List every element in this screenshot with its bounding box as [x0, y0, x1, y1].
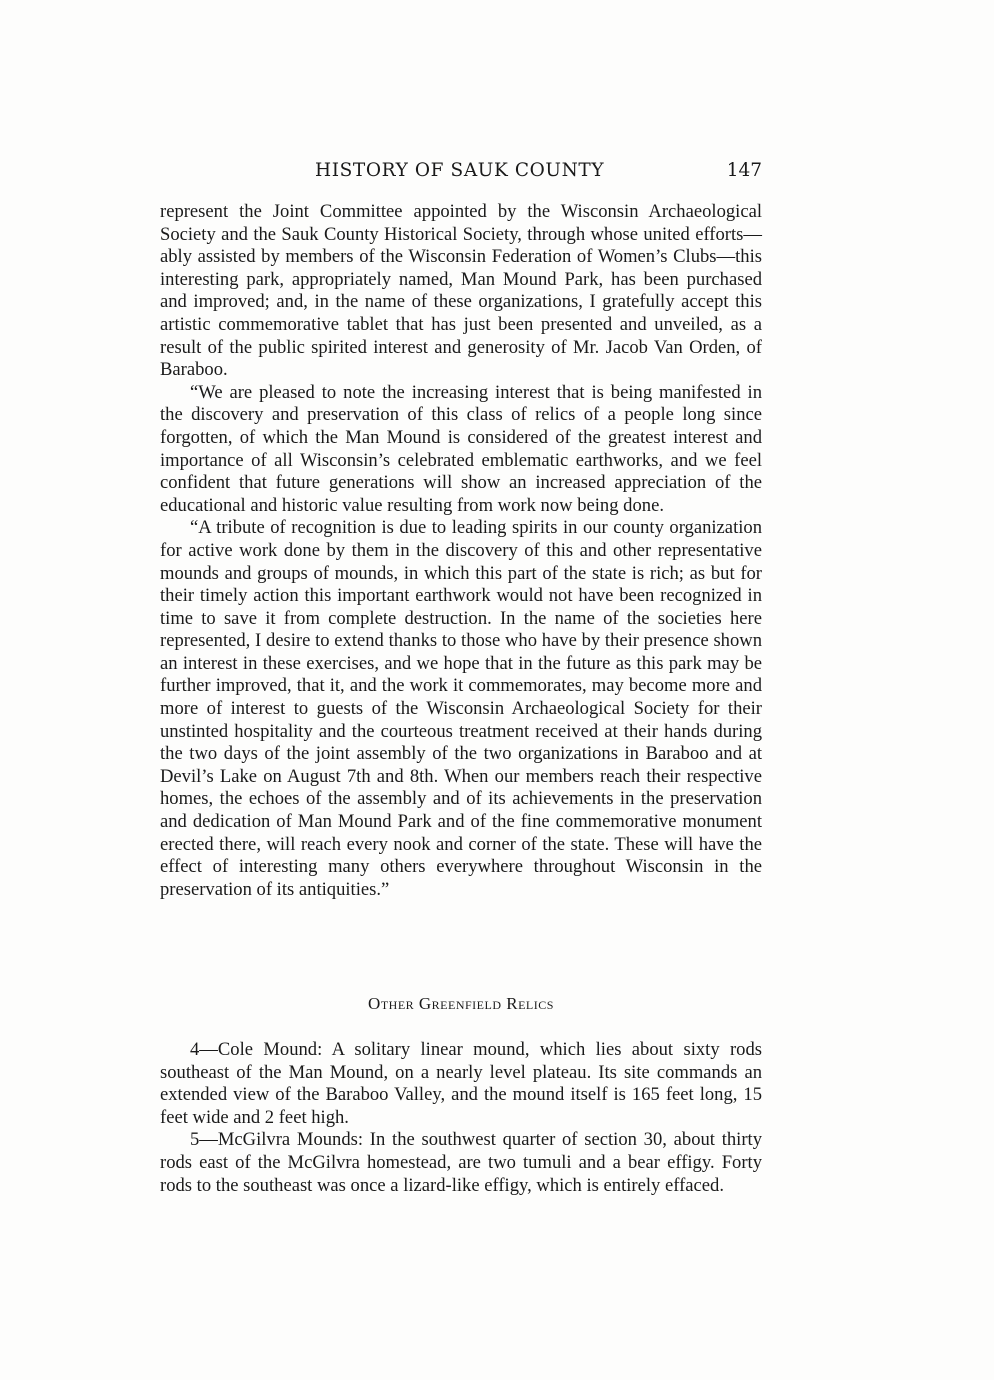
entry-text: In the southwest quarter of section 30, about thirty rods east of the McGilvra homestead, are two tumuli and a bear effigy. Forty rods to the southeast was once a lizard-like effigy, which is entirely effaced.: [160, 1129, 762, 1196]
paragraph: “We are pleased to note the increasing interest that is being manifested in the discovery and preservation of this class of relics of a people long since forgotten, of which the Man Mound is considered of the greatest interest and importance of all Wisconsin’s celebrated emblematic earthworks, and we feel confident that future generations will show an increased appreciation of the educational and historic value resulting from work now being done.: [160, 381, 762, 516]
paragraph: represent the Joint Committee appointed by the Wisconsin Archaeological Society and the Sauk County Historical Society, through whose united efforts—ably assisted by members of the Wisconsin Federation of Women’s Clubs—this interesting park, appropriately named, Man Mound Park, has been purchased and improved; and, in the name of these organizations, I gratefully accept this artistic commemorative tablet that has just been presented and unveiled, as a result of the public spirited interest and generosity of Mr. Jacob Van Orden, of Baraboo.: [160, 201, 762, 381]
entry-label: 5—McGilvra Mounds:: [190, 1129, 364, 1151]
body-text: [160, 201, 762, 901]
relic-entry: [160, 1129, 762, 1197]
relics-list: [160, 1039, 762, 1197]
relic-entry: [160, 1039, 762, 1129]
section-heading: Other Greenfield Relics: [368, 994, 554, 1013]
page-number: 147: [726, 160, 762, 181]
entry-text: A solitary linear mound, which lies about sixty rods southeast of the Man Mound, on a nearly level plateau. Its site commands an extended view of the Baraboo Valley, and the mound itself is 165 feet long, 15 feet wide and 2 feet high.: [160, 1039, 762, 1128]
entry-label: 4—Cole Mound:: [190, 1039, 323, 1060]
paragraph: “A tribute of recognition is due to leading spirits in our county organization for active work done by them in the discovery of this and other representative mounds and groups of mounds, in which this part of the state is rich; as but for their timely action this important earthwork would not have been recognized in time to save it from complete destruction. In the name of the societies here represented, I desire to extend thanks to those who have by their presence shown an interest in these exercises, and we hope that in the future as this park may be further improved, that it, and the work it commemorates, may become more and more of interest to guests of the Wisconsin Archaeological Society for their unstinted hospitality and the courteous treatment received at their hands during the two days of the joint assembly of the two organizations in Baraboo and at Devil’s Lake on August 7th and 8th. When our members reach their respective homes, the echoes of the assembly and of its achievements in the preservation and dedication of Man Mound Park and of the fine commemorative monument erected there, will reach every nook and corner of the state. These will have the effect of interesting many others everywhere throughout Wisconsin in the preservation of its antiquities.”: [160, 517, 762, 900]
running-header: [160, 160, 762, 186]
running-title: HISTORY OF SAUK COUNTY: [315, 160, 605, 181]
